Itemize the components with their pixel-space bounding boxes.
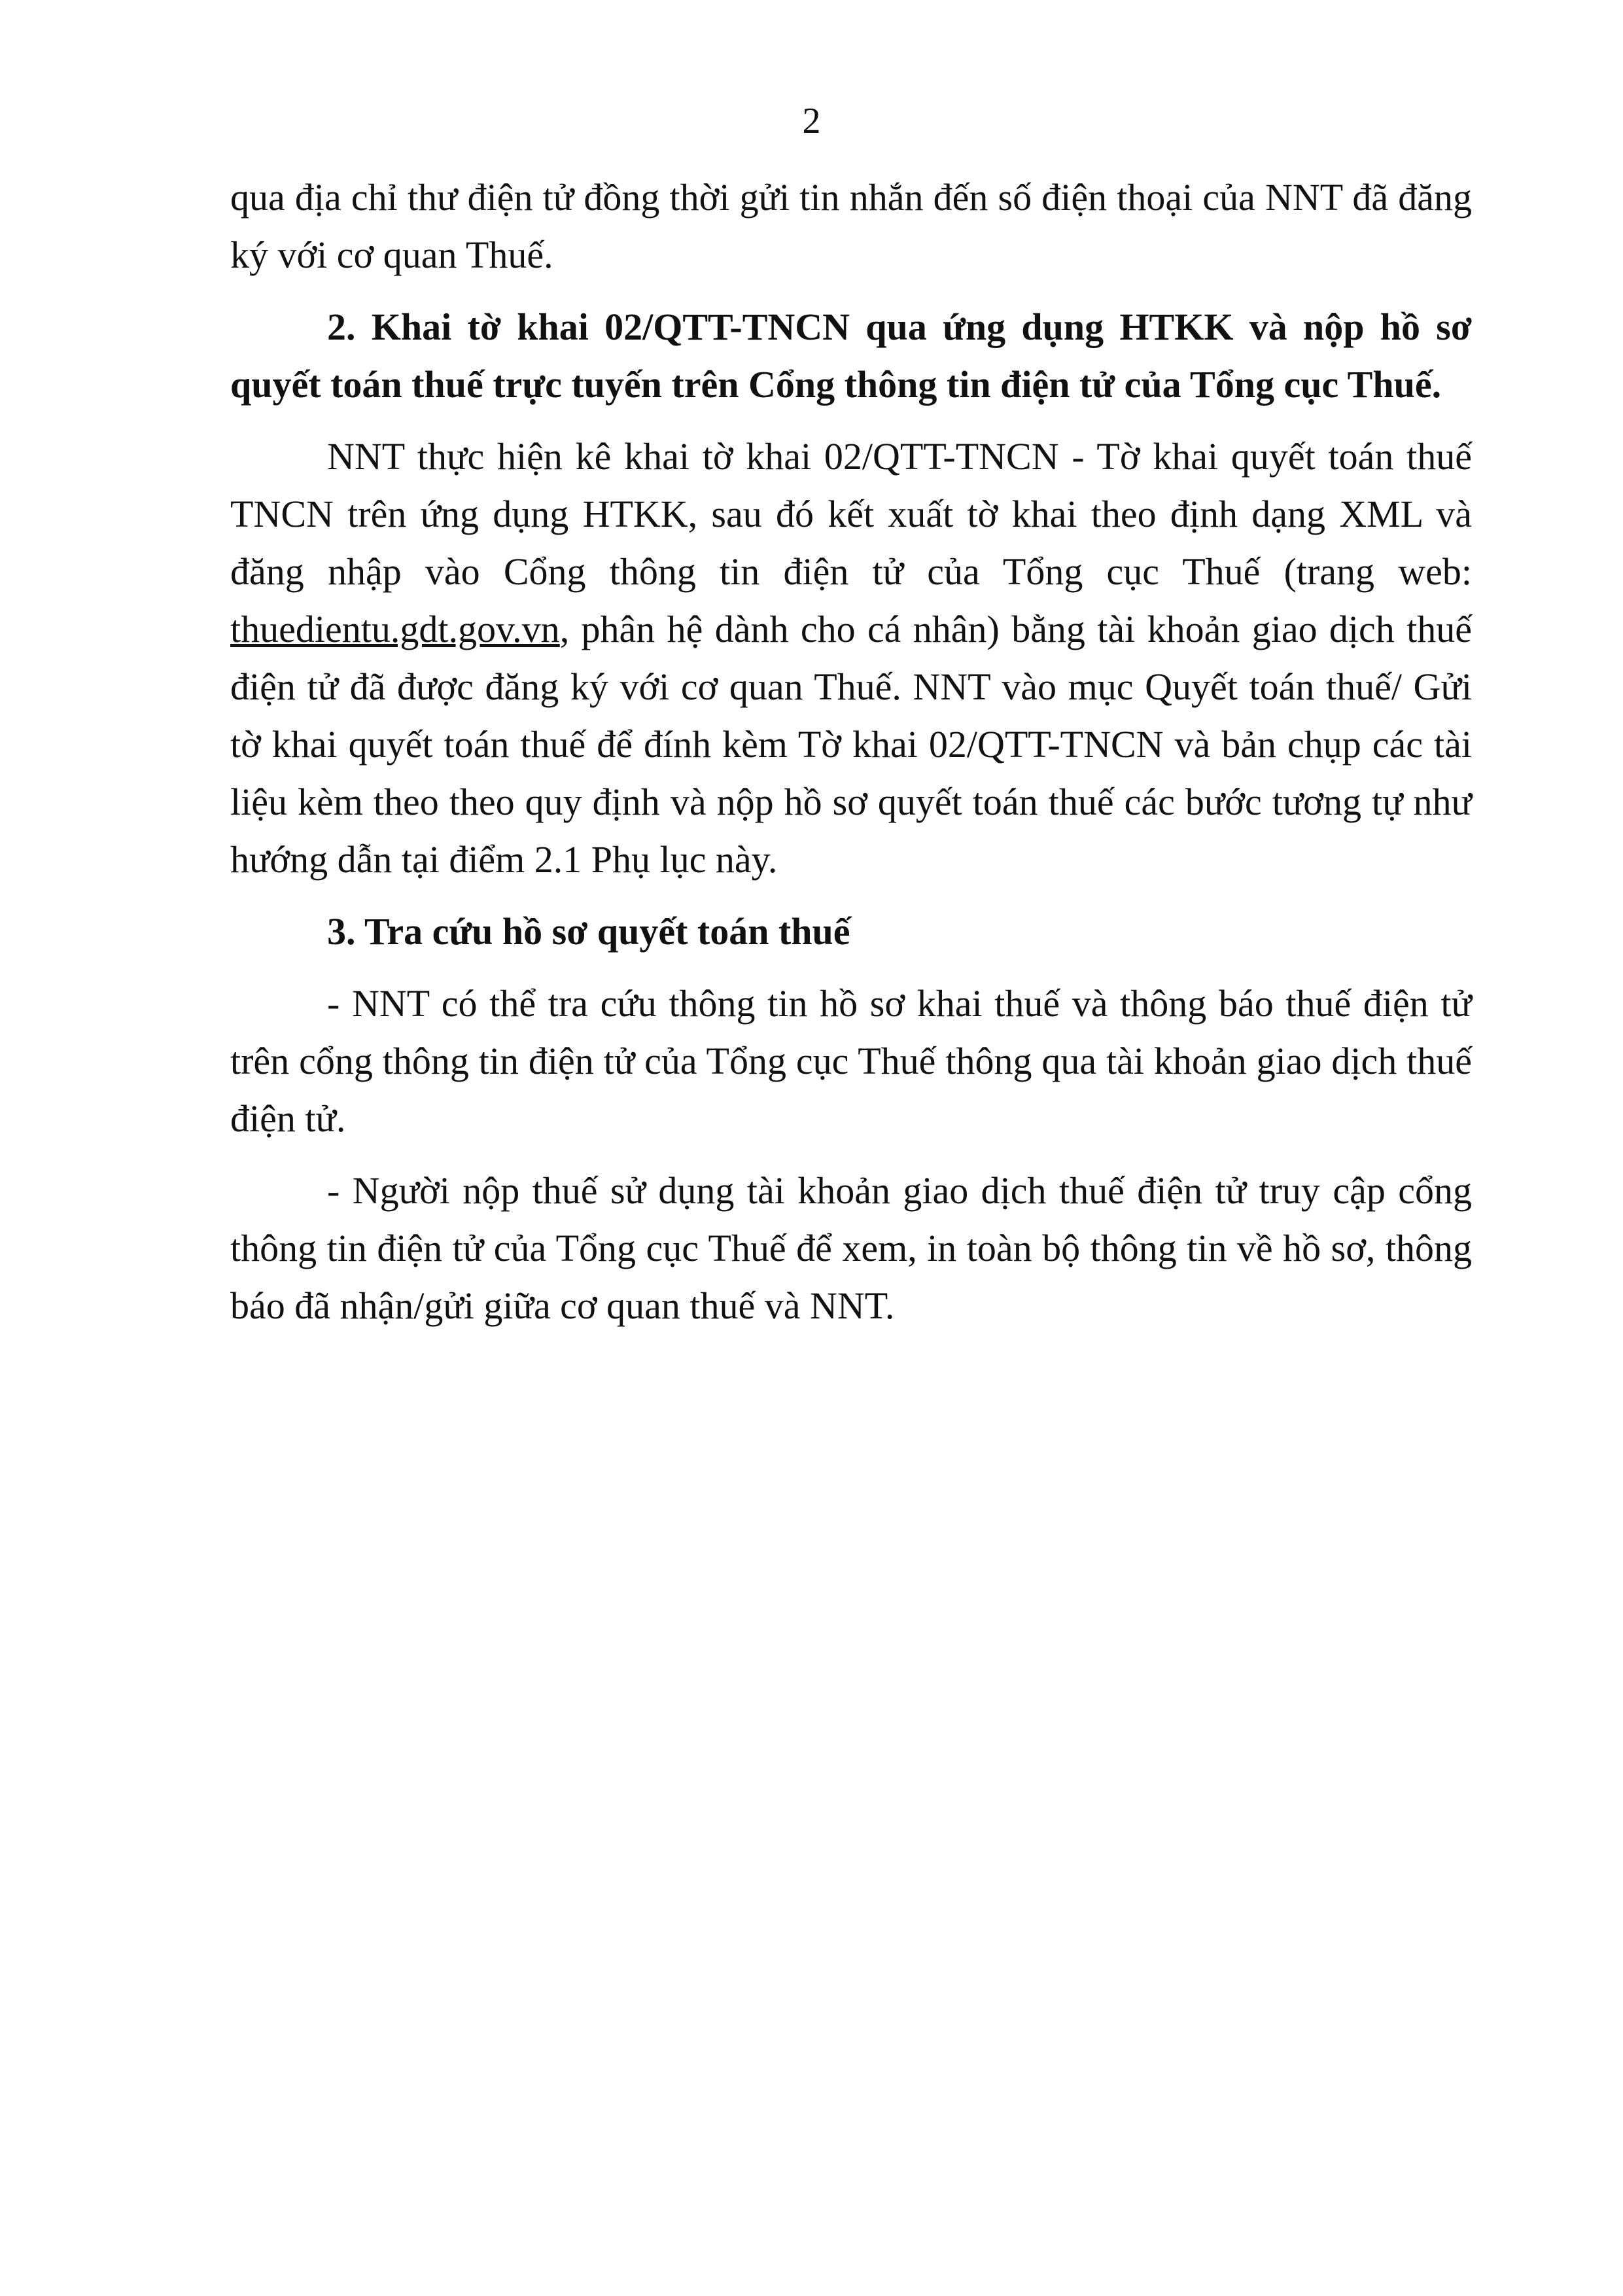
paragraph-continuation: qua địa chỉ thư điện tử đồng thời gửi tin nhắn đến số điện thoại của NNT đã đăng ký với cơ quan Thuế. (230, 176, 1472, 276)
paragraph-instructions (230, 428, 1472, 889)
paragraph-lookup-2: - Người nộp thuế sử dụng tài khoản giao dịch thuế điện tử truy cập cổng thông tin điện tử của Tổng cục Thuế để xem, in toàn bộ thông tin về hồ sơ, thông báo đã nhận/gửi giữa cơ quan thuế và NNT. (230, 1169, 1472, 1327)
paragraph-lookup-1: - NNT có thể tra cứu thông tin hồ sơ khai thuế và thông báo thuế điện tử trên cổng thông tin điện tử của Tổng cục Thuế thông qua tài khoản giao dịch thuế điện tử. (230, 982, 1472, 1140)
section-heading-3: 3. Tra cứu hồ sơ quyết toán thuế (327, 910, 850, 953)
paragraph-text-before-link: NNT thực hiện kê khai tờ khai 02/QTT-TNCN - Tờ khai quyết toán thuế TNCN trên ứng dụng HTKK, sau đó kết xuất tờ khai theo định dạng XML và đăng nhập vào Cổng thông tin điện tử của Tổng cục Thuế (trang web: (230, 435, 1472, 593)
section-heading-2: 2. Khai tờ khai 02/QTT-TNCN qua ứng dụng HTKK và nộp hồ sơ quyết toán thuế trực tuyến trên Cổng thông tin điện tử của Tổng cục Thuế. (230, 306, 1472, 406)
paragraph-text-after-link: , phân hệ dành cho cá nhân) bằng tài khoản giao dịch thuế điện tử đã được đăng ký với cơ quan Thuế. NNT vào mục Quyết toán thuế/ Gửi tờ khai quyết toán thuế để đính kèm Tờ khai 02/QTT-TNCN và bản chụp các tài liệu kèm theo theo quy định và nộp hồ sơ quyết toán thuế các bước tương tự như hướng dẫn tại điểm 2.1 Phụ lục này. (230, 608, 1472, 881)
website-link[interactable]: thuedientu.gdt.gov.vn (230, 608, 560, 650)
document-body (230, 169, 1472, 1349)
page-number: 2 (802, 101, 821, 141)
